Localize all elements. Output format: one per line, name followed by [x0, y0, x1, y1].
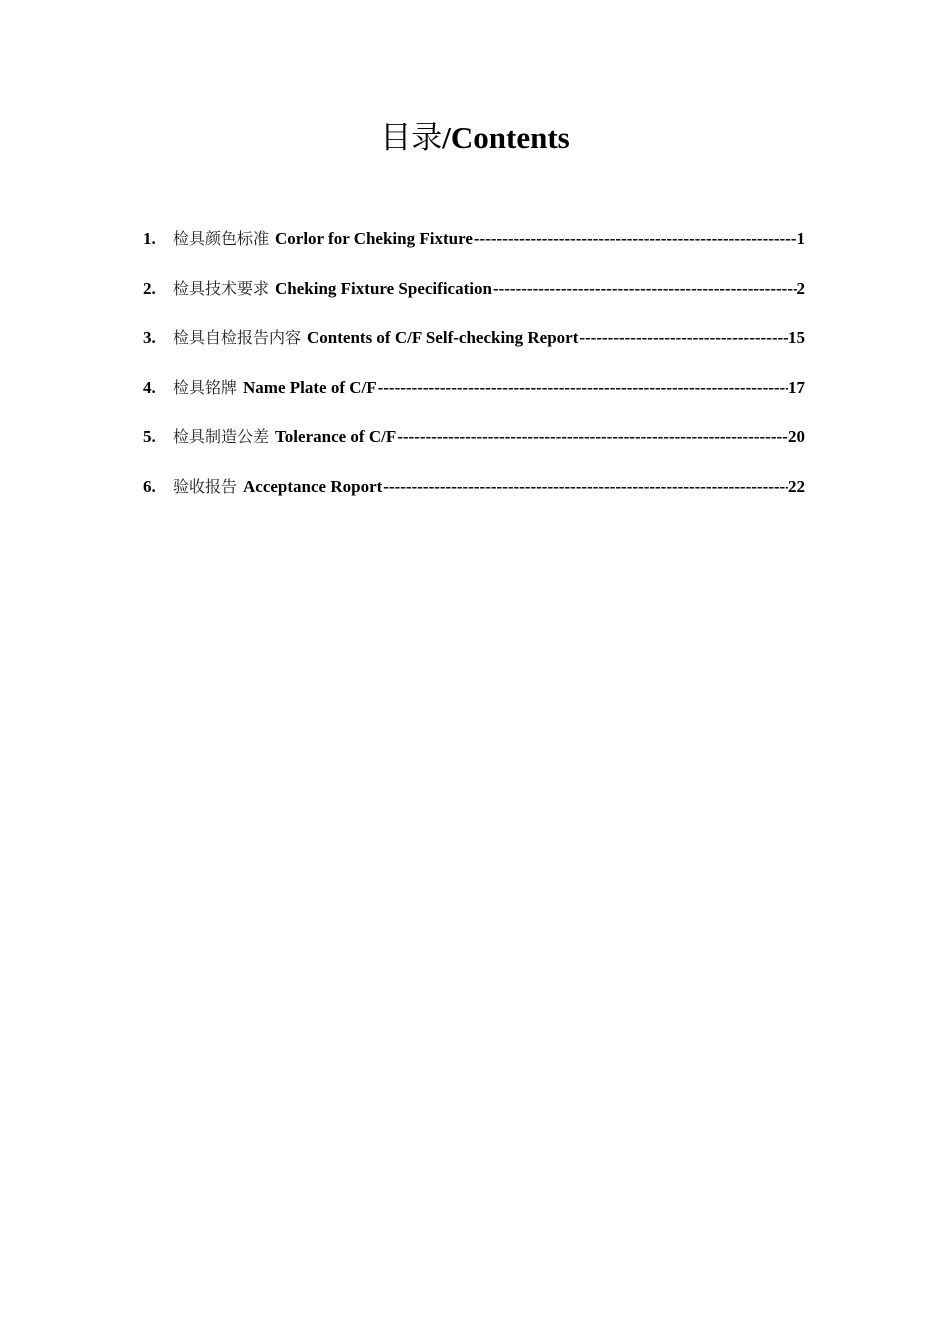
toc-entry-page-number: 22: [788, 476, 805, 496]
toc-entry-tolerance[interactable]: [143, 424, 805, 450]
title-english: /Contents: [442, 120, 570, 155]
toc-entry-title-chinese: 检具自检报告内容: [173, 328, 302, 348]
toc-entry-number: 6.: [143, 476, 156, 496]
toc-dot-leader: [493, 276, 797, 302]
toc-entry-title-english: Tolerance of C/F: [275, 427, 397, 447]
page-title: [0, 118, 950, 158]
toc-dot-leader: [383, 474, 788, 500]
toc-entry-acceptance-report[interactable]: [143, 474, 805, 500]
toc-entry-title-chinese: 检具铭牌: [173, 377, 238, 397]
toc-entry-self-checking-report[interactable]: [143, 325, 805, 351]
toc-entry-page-number: 2: [796, 278, 805, 298]
toc-entry-title-english: Acceptance Roport: [243, 476, 383, 496]
toc-entry-number: 5.: [143, 427, 156, 447]
toc-entry-number: 4.: [143, 377, 156, 397]
toc-dot-leader: [579, 325, 788, 351]
toc-entry-title-chinese: 验收报告: [173, 476, 238, 496]
toc-entry-page-number: 1: [796, 229, 805, 248]
toc-entry-title-english: Cheking Fixture Specification: [275, 278, 492, 298]
toc-entry-page-number: 17: [788, 377, 805, 397]
toc-dot-leader: [474, 226, 797, 252]
toc-entry-number: 2.: [143, 278, 156, 298]
toc-entry-title-english: Name Plate of C/F: [243, 377, 377, 397]
toc-entry-title-chinese: 检具制造公差: [173, 427, 270, 447]
toc-entry-title-chinese: 检具颜色标准: [173, 229, 270, 248]
toc-dot-leader: [378, 375, 788, 401]
table-of-contents: [143, 226, 805, 524]
toc-entry-number: 1.: [143, 229, 156, 248]
toc-entry-color-standard[interactable]: [143, 226, 805, 252]
toc-entry-specification[interactable]: [143, 276, 805, 302]
toc-entry-title-english: Contents of C/F Self-checking Report: [307, 328, 579, 348]
toc-dot-leader: [397, 424, 788, 450]
toc-entry-title-chinese: 检具技术要求: [173, 278, 270, 298]
toc-entry-page-number: 15: [788, 328, 805, 348]
toc-entry-page-number: 20: [788, 427, 805, 447]
title-chinese: 目录: [380, 120, 443, 156]
toc-entry-name-plate[interactable]: [143, 375, 805, 401]
toc-entry-title-english: Corlor for Cheking Fixture: [275, 229, 473, 248]
toc-entry-number: 3.: [143, 328, 156, 348]
